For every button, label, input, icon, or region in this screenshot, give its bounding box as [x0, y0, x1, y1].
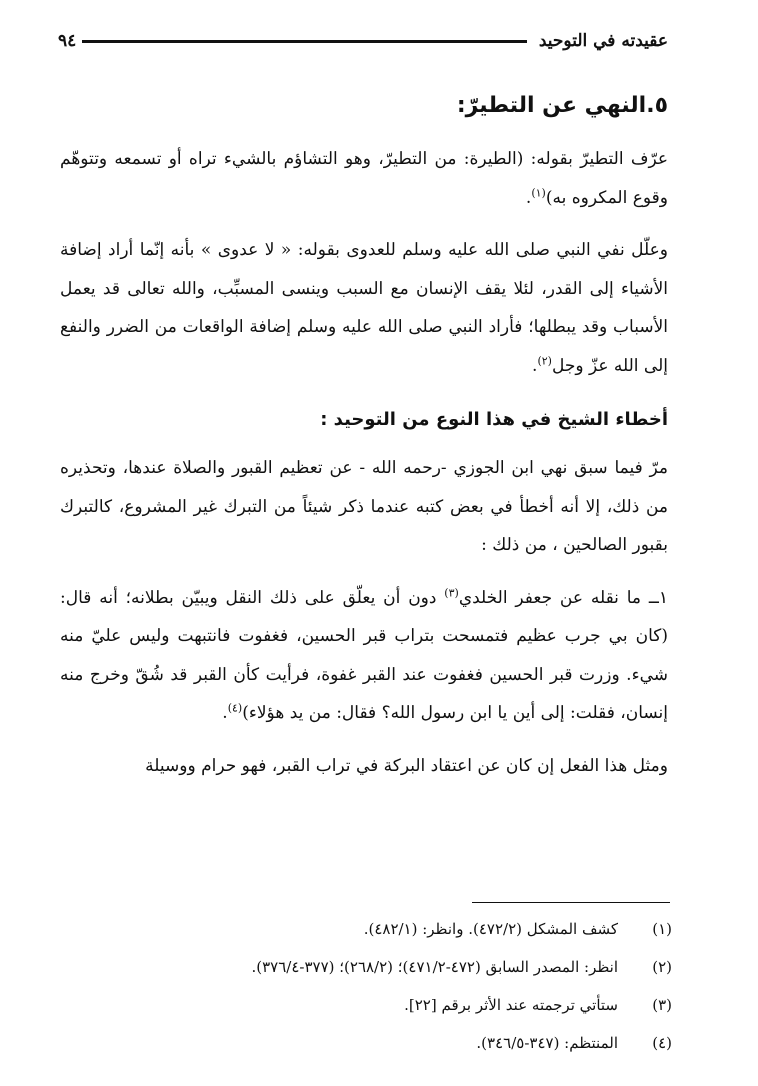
footnote-ref-2[interactable]: (٢): [537, 353, 552, 367]
paragraph-4-end: .: [222, 703, 228, 723]
paragraph-5: ومثل هذا الفعل إن كان عن اعتقاد البركة في تراب القبر، فهو حرام ووسيلة: [145, 755, 668, 776]
footnote-rule: [472, 902, 670, 903]
main-text: [60, 86, 668, 791]
footnote-2: [60, 948, 672, 986]
footnote-text: ستأتي ترجمته عند الأثر برقم [٢٢].: [404, 996, 618, 1014]
header-rule: [82, 40, 527, 43]
footnote-4: [60, 1024, 672, 1062]
footnote-text: كشف المشكل (٤٧٢/٢). وانظر: (٤٨٢/١).: [363, 920, 618, 938]
paragraph-2-text: وعلّل نفي النبي صلى الله عليه وسلم للعدوى بقوله: « لا عدوى » بأنه إنّما أراد إضافة الأشياء إلى القدر، لئلا يقف الإنسان مع السبب وينسى المسبِّب، والله تعالى قد يعمل الأسباب وقد يبطلها؛ فأراد النبي صلى الله عليه وسلم إضافة الواقعات من الضرر والنفع إلى الله عزّ وجل: [60, 240, 668, 376]
footnote-text: المنتظم: (٣٤٧-٣٤٦/٥).: [476, 1034, 618, 1052]
running-header: [58, 26, 668, 56]
header-title: عقيدته في التوحيد: [538, 31, 668, 51]
paragraph-4-rest: دون أن يعلّق على ذلك النقل ويبيّن بطلانه؛ أنه قال: (كان بي جرب عظيم فتمسحت بتراب قبر الحسين، فغفوت فانتبهت وليس عليّ منه شيء. وزرت قبر الحسين فغفوت عند القبر غفوة، فرأيت كأن القبر قد شُقّ وخرج منه إنسان، فقلت: إلى أين يا ابن رسول الله؟ فقال: من يد هؤلاء): [60, 587, 668, 723]
section-heading: ٥.النهي عن التطيرّ:: [456, 93, 668, 118]
paragraph-1-end: .: [525, 187, 532, 208]
footnote-number: (٣): [652, 996, 672, 1014]
footnote-number: (١): [652, 920, 672, 938]
footnote-number: (٢): [652, 958, 672, 976]
footnote-3: [60, 986, 672, 1024]
paragraph-2-end: .: [532, 355, 538, 376]
sub-heading: أخطاء الشيخ في هذا النوع من التوحيد :: [320, 409, 668, 430]
footnote-ref-3[interactable]: (٣): [444, 585, 459, 599]
footnote-number: (٤): [652, 1034, 672, 1052]
footnote-text: انظر: المصدر السابق (٤٧٢-٤٧١/٢)؛ (٢٦٨/٢)؛ (٣٧٧-٣٧٦/٤).: [251, 958, 618, 976]
paragraph-3: مرّ فيما سبق نهي ابن الجوزي -رحمه الله - عن تعظيم القبور والصلاة عندها، وتحذيره من ذلك، إلا أنه أخطأ في بعض كتبه عندما ذكر شيئاً من التبرك غير المشروع، كالتبرك بقبور الصالحين ، من ذلك :: [60, 458, 668, 555]
paragraph-1: [60, 140, 668, 217]
paragraph-4: [60, 579, 668, 733]
page-number: ٩٤: [58, 31, 77, 51]
footnote-ref-1[interactable]: (١): [531, 185, 546, 199]
footnotes: [60, 910, 672, 1062]
footnote-ref-4[interactable]: (٤): [227, 701, 243, 715]
paragraph-4-start: ١ــ ما نقله عن جعفر الخلدي: [458, 587, 668, 608]
paragraph-2: [60, 231, 668, 385]
paragraph-1-text: عرّف التطيرّ بقوله: (الطيرة: من التطيرّ، وهو التشاؤم بالشيء تراه أو تسمعه وتتوهّم وقوع المكروه به): [60, 149, 668, 208]
footnote-1: [60, 910, 672, 948]
